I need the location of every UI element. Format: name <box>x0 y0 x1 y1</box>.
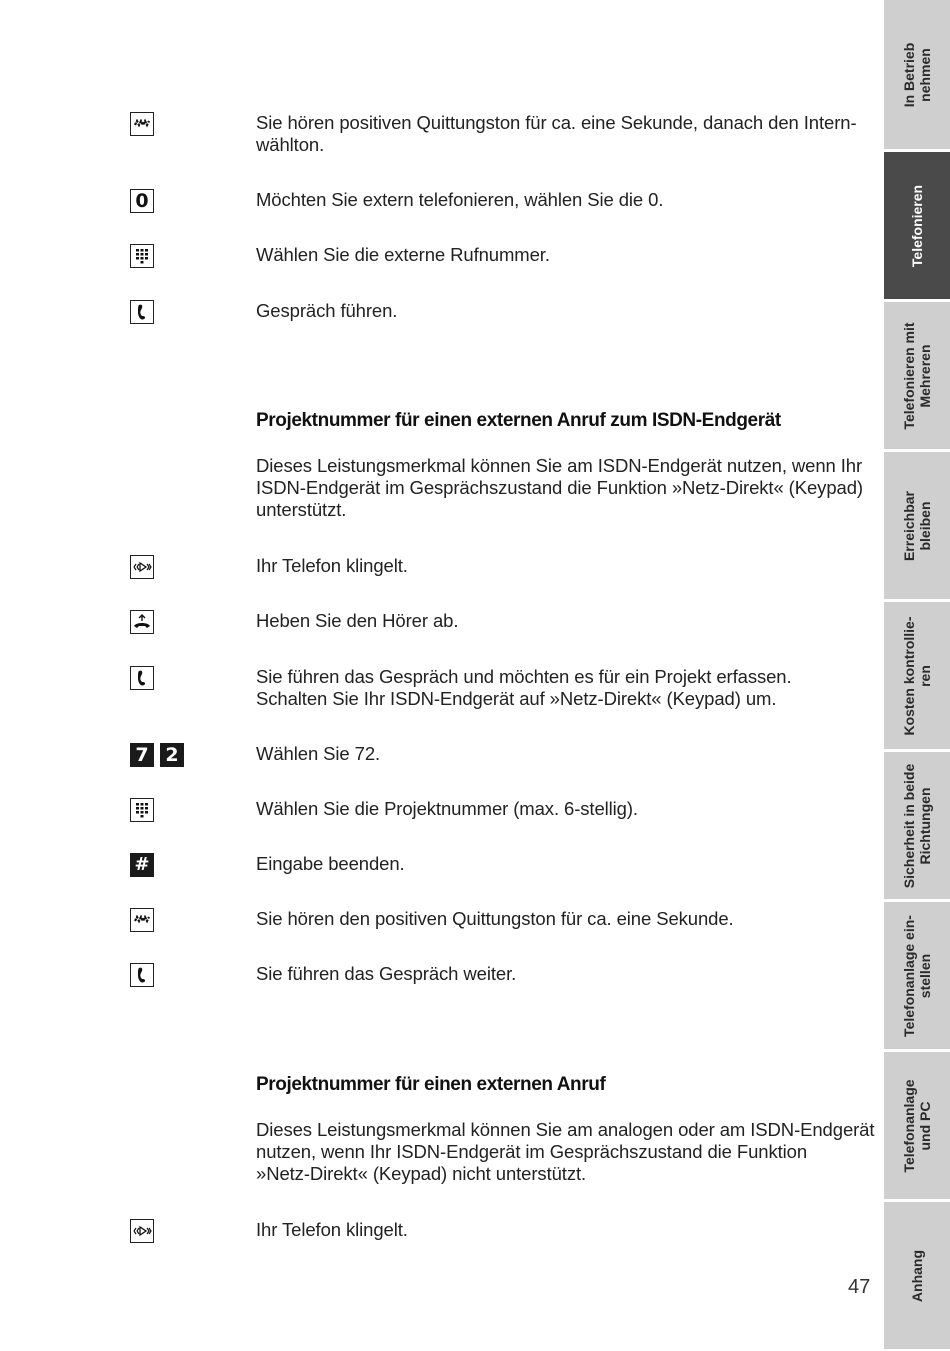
step-text: Ihr Telefon klingelt. <box>256 555 408 576</box>
digit-0-key: 0 <box>130 189 154 213</box>
step-text: Sie führen das Gespräch weiter. <box>256 963 517 984</box>
tab-kosten-kontrollieren[interactable] <box>884 602 950 752</box>
tab-erreichbar-bleiben[interactable] <box>884 452 950 602</box>
step-text: Wählen Sie 72. <box>256 743 381 764</box>
handset-icon <box>130 963 154 987</box>
ringing-icon <box>130 1219 154 1243</box>
lift-handset-icon <box>130 610 154 634</box>
digit-2-key: 2 <box>160 743 184 767</box>
step-text: Möchten Sie extern telefonieren, wählen Sie die 0. <box>256 189 664 210</box>
ringing-icon <box>130 555 154 579</box>
section-heading: Projektnummer für einen externen Anruf zum ISDN-Endgerät <box>256 410 781 431</box>
step-text: Sie hören positiven Quittungston für ca. eine Sekunde, danach den Intern- wählton. <box>256 112 857 155</box>
tab-label: Kosten kontrollie- ren <box>901 616 933 736</box>
step-text: Sie hören den positiven Quittungston für ca. eine Sekunde. <box>256 908 734 929</box>
tab-label: In Betrieb nehmen <box>901 42 933 107</box>
hash-key: # <box>130 853 154 877</box>
tab-label: Telefonanlage ein- stellen <box>901 914 933 1037</box>
digit-7-key: 7 <box>130 743 154 767</box>
tab-label: Telefonanlage und PC <box>901 1078 933 1173</box>
tab-telefonanlage-und-pc[interactable] <box>884 1052 950 1202</box>
step-text: Heben Sie den Hörer ab. <box>256 610 459 631</box>
tab-label: Sicherheit in beide Richtungen <box>901 763 933 888</box>
tab-sicherheit[interactable] <box>884 752 950 902</box>
tab-in-betrieb-nehmen[interactable] <box>884 0 950 152</box>
tab-telefonieren[interactable] <box>884 152 950 302</box>
tab-label: Erreichbar bleiben <box>901 490 933 561</box>
confirmation-tone-icon <box>130 112 154 136</box>
step-text: Wählen Sie die externe Rufnummer. <box>256 244 550 265</box>
chapter-sidebar <box>884 0 950 1349</box>
step-text: Wählen Sie die Projektnummer (max. 6-stellig). <box>256 798 638 819</box>
tab-telefonieren-mit-mehreren[interactable] <box>884 302 950 452</box>
tab-label: Telefonieren mit Mehreren <box>901 321 933 430</box>
handset-icon <box>130 666 154 690</box>
tab-label: Anhang <box>909 1249 925 1302</box>
tab-label: Telefonieren <box>909 184 925 267</box>
section-heading: Projektnummer für einen externen Anruf <box>256 1074 606 1095</box>
step-text: Ihr Telefon klingelt. <box>256 1219 408 1240</box>
step-text: Gespräch führen. <box>256 300 398 321</box>
step-text: Sie führen das Gespräch und möchten es für ein Projekt erfassen. Schalten Sie Ihr ISDN-Endgerät auf »Netz-Direkt« (Keypad) um. <box>256 666 792 709</box>
keypad-icon <box>130 798 154 822</box>
tab-telefonanlage-einstellen[interactable] <box>884 902 950 1052</box>
section-intro: Dieses Leistungsmerkmal können Sie am ISDN-Endgerät nutzen, wenn Ihr ISDN-Endgerät im Gesprächszustand die Funktion »Netz-Direkt« (Keypad) unterstützt. <box>256 455 863 520</box>
section-intro: Dieses Leistungsmerkmal können Sie am analogen oder am ISDN-Endgerät nutzen, wenn Ihr ISDN-Endgerät im Gesprächszustand die Funktion »Netz-Direkt« (Keypad) nicht unterstützt. <box>256 1119 875 1184</box>
keypad-icon <box>130 244 154 268</box>
step-text: Eingabe beenden. <box>256 853 405 874</box>
page-number: 47 <box>848 1276 871 1298</box>
confirmation-tone-icon <box>130 908 154 932</box>
handset-icon <box>130 300 154 324</box>
tab-anhang[interactable] <box>884 1202 950 1349</box>
